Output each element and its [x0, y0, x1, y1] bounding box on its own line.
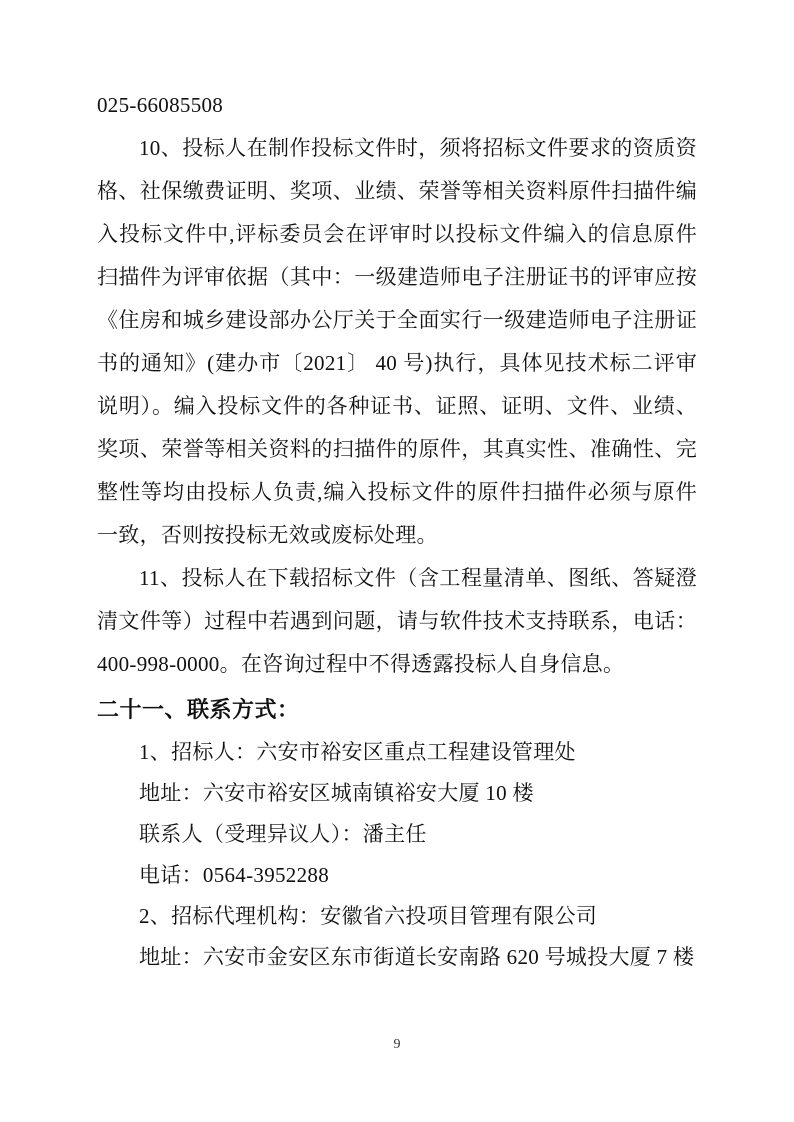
tenderer-phone-line: 电话：0564-3952288 [139, 863, 329, 887]
page-number: 9 [393, 1037, 401, 1052]
contact-block-tenderer [97, 732, 697, 896]
document-body [97, 84, 697, 978]
tenderer-name-line: 1、招标人：六安市裕安区重点工程建设管理处 [139, 740, 576, 764]
tenderer-contact-person-line: 联系人（受理异议人）：潘主任 [139, 822, 427, 846]
agency-name-line: 2、招标代理机构：安徽省六投项目管理有限公司 [139, 904, 598, 928]
paragraph-carryover-phone: 025-66085508 [97, 93, 224, 117]
agency-address-line: 地址：六安市金安区东市街道长安南路 620 号城投大厦 7 楼 [139, 945, 695, 969]
paragraph-clause-11: 11、投标人在下载招标文件（含工程量清单、图纸、答疑澄清文件等）过程中若遇到问题，请与软件技术支持联系，电话：400-998-0000。在咨询过程中不得透露投标人自身信息。 [97, 566, 697, 676]
paragraph-clause-10: 10、投标人在制作投标文件时，须将招标文件要求的资质资格、社保缴费证明、奖项、业绩、荣誉等相关资料原件扫描件编入投标文件中,评标委员会在评审时以投标文件编入的信息原件扫描件为评审依据（其中：一级建造师电子注册证书的评审应按《住房和城乡建设部办公厅关于全面实行一级建造师电子注册证书的通知》(建办市〔2021〕 40 号)执行，具体见技术标二评审说明）。编入投标文件的各种证书、证照、证明、文件、业绩、奖项、荣誉等相关资料的扫描件的原件，其真实性、准确性、完整性等均由投标人负责,编入投标文件的原件扫描件必须与原件一致，否则按投标无效或废标处理。 [97, 136, 697, 547]
section-heading-contact-info: 二十一、联系方式： [97, 697, 300, 722]
tenderer-address-line: 地址：六安市裕安区城南镇裕安大厦 10 楼 [139, 781, 534, 805]
contact-block-agency [97, 896, 697, 978]
